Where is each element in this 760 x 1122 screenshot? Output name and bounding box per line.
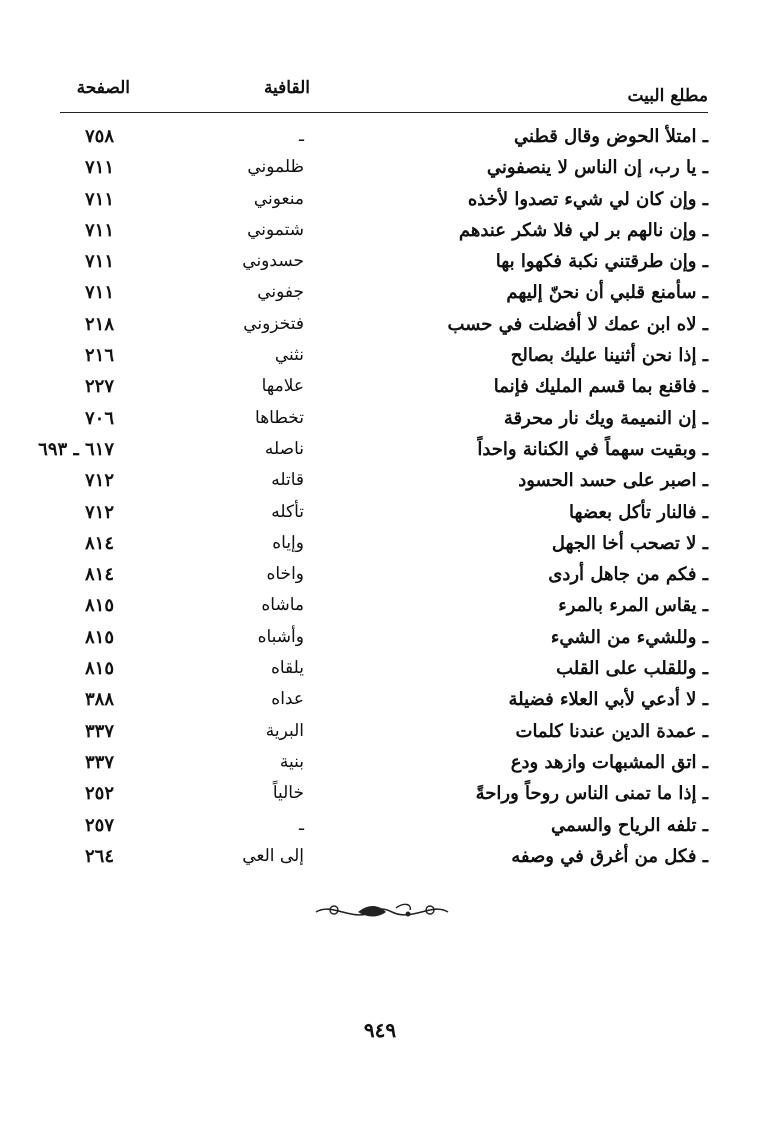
table-row (0, 591, 760, 622)
verse-rhyme: ظلموني (247, 157, 304, 178)
verse-rhyme: علامها (261, 376, 304, 397)
verse-rhyme: شتموني (247, 219, 304, 240)
verse-first-line: ـ سأمنع قلبي أن نحنّ إليهم (506, 282, 708, 304)
table-row (0, 654, 760, 685)
verse-page-ref: ٧١١ (84, 282, 114, 304)
verse-page-ref: ٣٣٧ (84, 720, 114, 742)
verse-rhyme: ـ (299, 126, 304, 146)
verse-page-ref: ٧١٢ (84, 470, 114, 492)
verse-page-ref: ٢٦٤ (84, 845, 114, 867)
table-row (0, 498, 760, 529)
table-header (0, 76, 760, 116)
verse-first-line: ـ تلفه الرياح والسمي (551, 814, 708, 836)
table-row (0, 216, 760, 247)
table-row (0, 404, 760, 435)
verse-page-ref: ٣٣٧ (84, 751, 114, 773)
verse-rhyme: يلقاه (270, 658, 304, 679)
verse-first-line: ـ وإن نالهم بر لي فلا شكر عندهم (458, 219, 708, 241)
verse-page-ref: ٧٠٦ (84, 407, 114, 429)
verse-page-ref: ٧١١ (84, 188, 114, 210)
verse-rhyme: وأشباه (257, 626, 304, 647)
verse-index-table (0, 122, 760, 873)
verse-rhyme: إلى العي (242, 845, 304, 866)
verse-page-ref: ٢١٦ (84, 345, 114, 367)
table-row (0, 842, 760, 873)
verse-rhyme: ماشاه (261, 595, 304, 616)
verse-first-line: ـ لا أدعي لأبي العلاء فضيلة (508, 689, 708, 711)
verse-first-line: ـ إذا نحن أثنينا عليك بصالح (510, 345, 708, 367)
table-row (0, 466, 760, 497)
verse-first-line: ـ يا رب، إن الناس لا ينصفوني (486, 157, 708, 179)
page-number: ٩٤٩ (363, 1018, 397, 1042)
verse-first-line: ـ لاه ابن عمك لا أفضلت في حسب (447, 313, 708, 335)
verse-first-line: ـ لا تصحب أخا الجهل (551, 532, 708, 554)
verse-page-ref: ٧١٢ (84, 501, 114, 523)
verse-rhyme: بنية (279, 751, 304, 772)
verse-rhyme: ناصله (264, 438, 304, 459)
table-row (0, 153, 760, 184)
verse-page-ref: ٧١١ (84, 219, 114, 241)
verse-page-ref: ٣٨٨ (84, 689, 114, 711)
verse-first-line: ـ وإن طرقتني نكبة فكهوا بها (495, 251, 708, 273)
verse-first-line: ـ اصبر على حسد الحسود (518, 470, 708, 492)
verse-page-ref: ٢٢٧ (84, 376, 114, 398)
verse-first-line: ـ امتلأ الحوض وقال قطني (514, 126, 708, 147)
verse-page-ref: ٨١٤ (84, 532, 114, 554)
verse-rhyme: حسدوني (242, 251, 304, 272)
table-row (0, 623, 760, 654)
verse-page-ref: ٨١٥ (84, 626, 114, 648)
floral-divider-icon (312, 898, 452, 926)
verse-first-line: ـ اتق المشبهات وازهد ودع (510, 751, 708, 773)
verse-first-line: ـ فاقنع بما قسم المليك فإنما (493, 376, 708, 398)
header-first-line: مطلع البيت (627, 86, 708, 106)
verse-first-line: ـ وإن كان لي شيء تصدوا لأخذه (467, 188, 708, 210)
verse-rhyme: خالياً (272, 783, 304, 804)
verse-first-line: ـ عمدة الدين عندنا كلمات (515, 720, 708, 742)
verse-rhyme: عداه (271, 689, 304, 710)
table-row (0, 811, 760, 842)
verse-first-line: ـ إذا ما تمنى الناس روحاً وراحةً (475, 783, 708, 805)
table-row (0, 435, 760, 466)
verse-rhyme: ـ (299, 814, 304, 835)
header-page: الصفحة (76, 78, 130, 98)
verse-page-ref: ٢١٨ (84, 313, 114, 335)
verse-page-ref: ٨١٥ (84, 658, 114, 680)
verse-first-line: ـ فكم من جاهل أردى (548, 564, 708, 586)
verse-first-line: ـ فالنار تأكل بعضها (568, 501, 708, 523)
header-rhyme: القافية (263, 78, 310, 98)
verse-rhyme: جفوني (257, 282, 304, 303)
verse-first-line: ـ يقاس المرء بالمرء (558, 595, 708, 617)
table-row (0, 278, 760, 309)
table-row (0, 310, 760, 341)
verse-page-ref: ٧١١ (84, 157, 114, 179)
verse-first-line: ـ إن النميمة ويك نار محرقة (503, 407, 708, 429)
verse-first-line: ـ وبقيت سهماً في الكنانة واحداً (477, 438, 708, 460)
verse-rhyme: منعوني (253, 188, 304, 209)
verse-first-line: ـ فكل من أغرق في وصفه (511, 845, 708, 867)
table-row (0, 779, 760, 810)
table-row (0, 341, 760, 372)
verse-rhyme: فتخزوني (243, 313, 304, 334)
verse-page-ref: ٧٥٨ (84, 126, 114, 147)
header-divider (60, 112, 708, 113)
table-row (0, 529, 760, 560)
verse-rhyme: قاتله (271, 470, 304, 491)
verse-rhyme: تخطاها (255, 407, 304, 428)
verse-first-line: ـ وللشيء من الشيء (550, 626, 708, 648)
table-row (0, 717, 760, 748)
verse-rhyme: واخاه (266, 564, 304, 585)
verse-rhyme: تأكله (271, 501, 304, 522)
verse-page-ref: ٧١١ (84, 251, 114, 273)
table-row (0, 372, 760, 403)
verse-page-ref: ٨١٤ (84, 564, 114, 586)
verse-page-ref: ٢٥٢ (84, 783, 114, 805)
table-row (0, 122, 760, 153)
table-row (0, 185, 760, 216)
verse-rhyme: نثني (274, 345, 304, 366)
verse-rhyme: وإياه (272, 532, 304, 553)
table-row (0, 685, 760, 716)
table-row (0, 247, 760, 278)
table-row (0, 748, 760, 779)
verse-rhyme: البرية (265, 720, 304, 741)
verse-first-line: ـ وللقلب على القلب (556, 658, 708, 680)
verse-page-ref: ٦١٧ ـ ٦٩٣ (38, 438, 114, 460)
verse-page-ref: ٢٥٧ (84, 814, 114, 836)
table-row (0, 560, 760, 591)
verse-page-ref: ٨١٥ (84, 595, 114, 617)
